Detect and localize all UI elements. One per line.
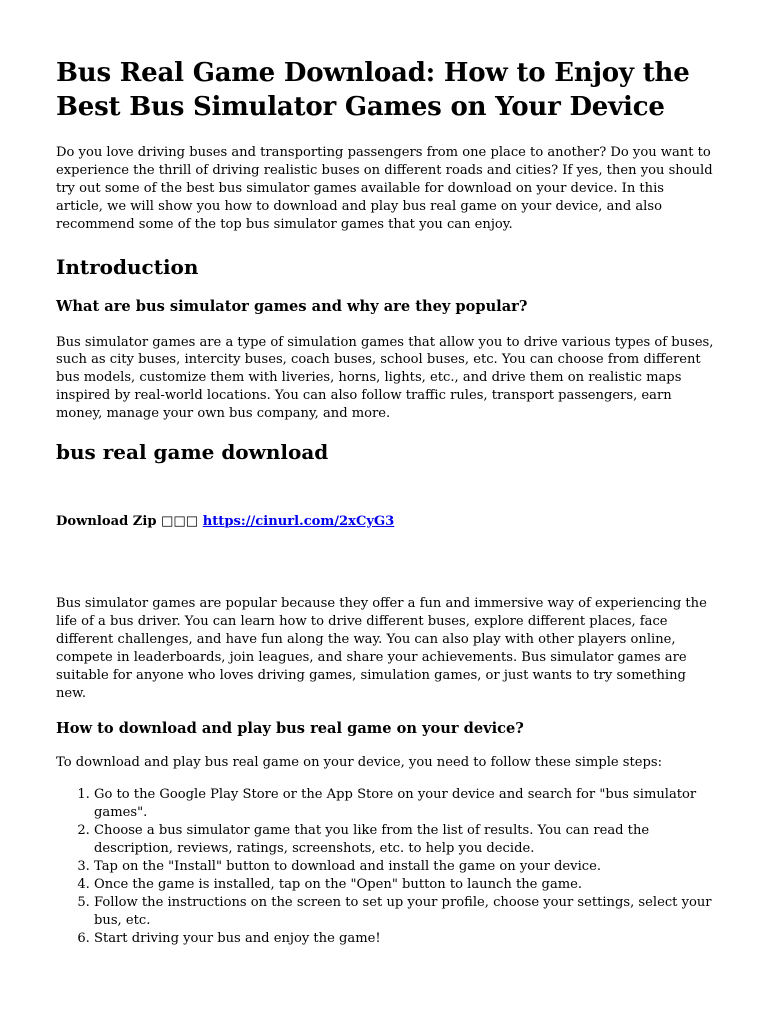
article-title: Bus Real Game Download: How to Enjoy the Best Bus Simulator Games on Your Device [56,58,690,122]
steps-intro: To download and play bus real game on your device, you need to follow these simple steps: [56,754,663,770]
steps-list [56,786,714,947]
download-line [56,513,714,531]
step-item: 1. Go to the Google Play Store or the App Store on your device and search for "bus simulator games". [94,786,714,822]
what-heading: What are bus simulator games and why are they popular? [56,297,528,315]
step-item: 5. Follow the instructions on the screen to set up your profile, choose your settings, select your bus, etc. [94,894,714,930]
keyword-heading: bus real game download [56,440,329,465]
introduction-heading: Introduction [56,254,199,279]
step-item: 4. Once the game is installed, tap on the "Open" button to launch the game. [94,876,714,894]
intro-paragraph: Do you love driving buses and transporting passengers from one place to another? Do you want to experience the thrill of driving realistic buses on different roads and cities? If yes, then you should try out some of the best bus simulator games available for download on your device. In this article, we will show you how to download and play bus real game on your device, and also recommend some of the top bus simulator games that you can enjoy. [56,145,713,232]
step-item: 3. Tap on the "Install" button to download and install the game on your device. [94,858,714,876]
step-item: 6. Start driving your bus and enjoy the game! [94,930,714,948]
download-link[interactable]: https://cinurl.com/2xCyG3 [202,514,395,530]
what-paragraph: Bus simulator games are a type of simulation games that allow you to drive various types of buses, such as city buses, intercity buses, coach buses, school buses, etc. You can choose from different bus models, customize them with liveries, horns, lights, etc., and drive them on realistic maps inspired by real-world locations. You can also follow traffic rules, transport passengers, earn money, manage your own bus company, and more. [56,334,714,422]
download-label: Download Zip [56,514,157,530]
how-heading: How to download and play bus real game on your device? [56,719,524,737]
step-item: 2. Choose a bus simulator game that you like from the list of results. You can read the description, reviews, ratings, screenshots, etc. to help you decide. [94,822,714,858]
missing-glyph-icon: □□□ [161,514,199,530]
popular-paragraph: Bus simulator games are popular because they offer a fun and immersive way of experiencing the life of a bus driver. You can learn how to drive different buses, explore different places, face different challenges, and have fun along the way. You can also play with other players online, compete in leaderboards, join leagues, and share your achievements. Bus simulator games are suitable for anyone who loves driving games, simulation games, or just wants to try something new. [56,596,707,701]
